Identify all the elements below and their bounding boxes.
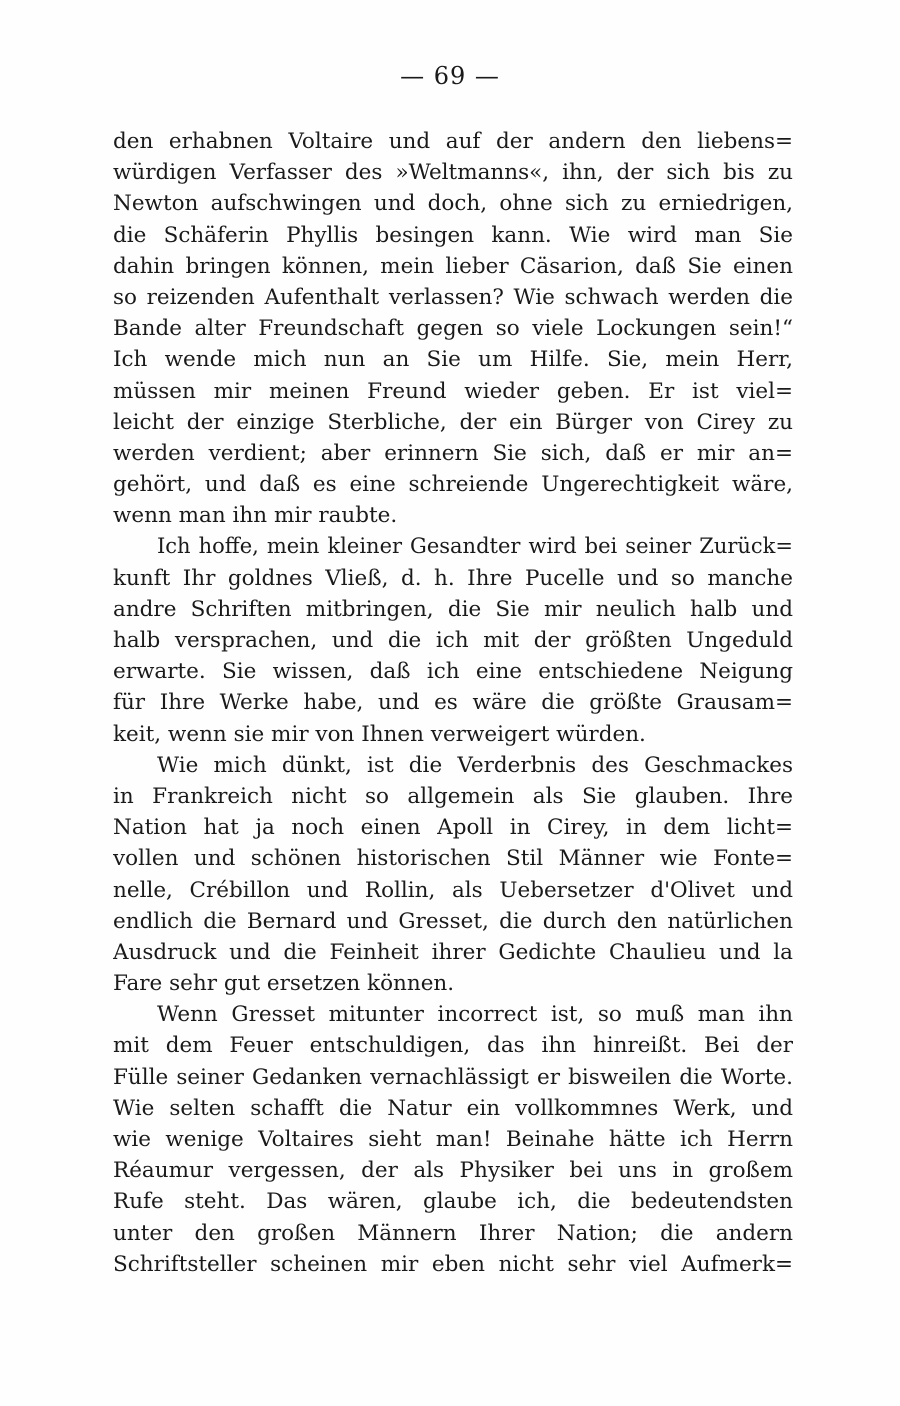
text-line: die Schäferin Phyllis besingen kann. Wie wird man Sie bbox=[113, 222, 793, 248]
paragraph bbox=[113, 999, 793, 1280]
text-line: unter den großen Männern Ihrer Nation; die andern bbox=[113, 1220, 793, 1246]
text-line: Wenn Gresset mitunter incorrect ist, so muß man ihn bbox=[157, 1002, 793, 1028]
text-line: Newton aufschwingen und doch, ohne sich zu erniedrigen, bbox=[113, 191, 793, 217]
text-line: für Ihre Werke habe, und es wäre die größte Grausam= bbox=[113, 690, 793, 716]
text-line: kunft Ihr goldnes Vließ, d. h. Ihre Pucelle und so manche bbox=[113, 565, 793, 591]
page-number: — 69 — bbox=[400, 62, 500, 90]
text-line: den erhabnen Voltaire und auf der andern den liebens= bbox=[113, 129, 793, 154]
text-line: halb versprachen, und die ich mit der größten Ungeduld bbox=[113, 628, 793, 653]
text-line: leicht der einzige Sterbliche, der ein Bürger von Cirey zu bbox=[113, 409, 793, 435]
text-line: nelle, Crébillon und Rollin, als Uebersetzer d'Olivet und bbox=[113, 877, 793, 903]
text-line: Ich wende mich nun an Sie um Hilfe. Sie, mein Herr, bbox=[113, 347, 793, 373]
text-line: Nation hat ja noch einen Apoll in Cirey, in dem licht= bbox=[113, 815, 793, 841]
paragraph bbox=[113, 750, 793, 1000]
text-line: Rufe steht. Das wären, glaube ich, die bedeutendsten bbox=[113, 1189, 793, 1215]
text-line: Wie selten schafft die Natur ein vollkommnes Werk, und bbox=[113, 1095, 793, 1121]
text-line: Réaumur vergessen, der als Physiker bei uns in großem bbox=[113, 1158, 793, 1184]
text-line: dahin bringen können, mein lieber Cäsarion, daß Sie einen bbox=[113, 253, 793, 279]
text-line: müssen mir meinen Freund wieder geben. Er ist viel= bbox=[113, 378, 793, 404]
text-line: Fare sehr gut ersetzen können. bbox=[113, 971, 455, 997]
text-line: keit, wenn sie mir von Ihnen verweigert würden. bbox=[113, 721, 646, 747]
text-line: Fülle seiner Gedanken vernachlässigt er bisweilen die Worte. bbox=[113, 1064, 793, 1090]
text-line: wie wenige Voltaires sieht man! Beinahe hätte ich Herrn bbox=[113, 1127, 793, 1152]
paragraph bbox=[113, 126, 793, 531]
text-line: so reizenden Aufenthalt verlassen? Wie schwach werden die bbox=[113, 284, 793, 310]
text-line: Bande alter Freundschaft gegen so viele Lockungen sein!“ bbox=[113, 316, 793, 342]
text-line: in Frankreich nicht so allgemein als Sie glauben. Ihre bbox=[113, 783, 793, 809]
text-line: andre Schriften mitbringen, die Sie mir neulich halb und bbox=[113, 596, 793, 622]
text-line: vollen und schönen historischen Stil Männer wie Fonte= bbox=[113, 846, 793, 872]
text-line: Ausdruck und die Feinheit ihrer Gedichte Chaulieu und la bbox=[113, 939, 793, 965]
text-line: gehört, und daß es eine schreiende Ungerechtigkeit wäre, bbox=[113, 472, 793, 498]
paragraph bbox=[113, 531, 793, 749]
text-line: erwarte. Sie wissen, daß ich eine entschiedene Neigung bbox=[113, 659, 793, 685]
text-line: endlich die Bernard und Gresset, die durch den natürlichen bbox=[113, 908, 793, 934]
text-line: mit dem Feuer entschuldigen, das ihn hinreißt. Bei der bbox=[113, 1033, 793, 1059]
text-line: wenn man ihn mir raubte. bbox=[113, 503, 398, 529]
body-text bbox=[113, 126, 793, 1280]
text-line: Wie mich dünkt, ist die Verderbnis des Geschmackes bbox=[157, 752, 793, 778]
text-line: würdigen Verfasser des »Weltmanns«, ihn, der sich bis zu bbox=[113, 160, 793, 186]
text-line: Ich hoffe, mein kleiner Gesandter wird bei seiner Zurück= bbox=[157, 534, 793, 559]
text-line: Schriftsteller scheinen mir eben nicht sehr viel Aufmerk= bbox=[113, 1251, 793, 1277]
text-line: werden verdient; aber erinnern Sie sich, daß er mir an= bbox=[113, 440, 793, 466]
